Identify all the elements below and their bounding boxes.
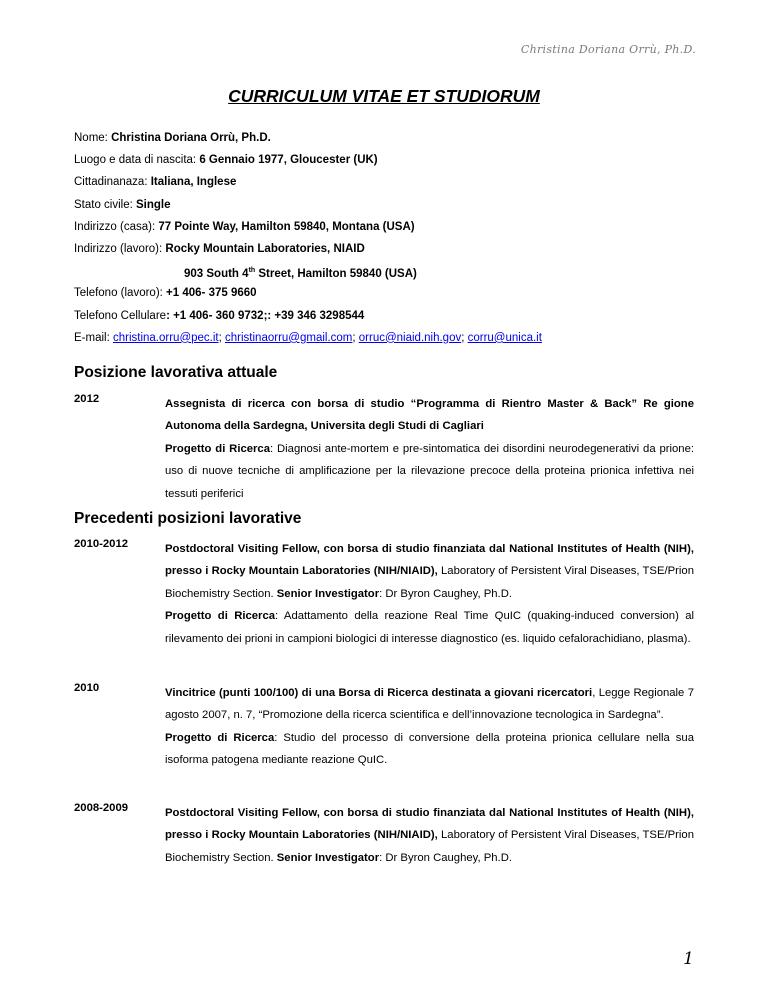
senior-investigator-value: : Dr Byron Caughey, Ph.D. [379, 587, 512, 600]
entry-description: , Legge Regionale 7 agosto 2007, n. 7, “Promozione della ricerca scientifica e dell’innovazione tecnologica in Sardegna”. [165, 687, 694, 722]
birth-label: Luogo e data di nascita: [74, 154, 200, 167]
entry-body [165, 682, 694, 772]
personal-info [74, 130, 542, 352]
senior-investigator-label: Senior Investigator [276, 851, 380, 864]
project-text: : Adattamento della reazione Real Time QuIC (quaking-induced conversion) al rilevamento dei prioni in campioni biologici di interesse diagnostico (es. liquido cefalorachidiano, plasma). [165, 610, 694, 645]
citizenship-row [74, 174, 542, 196]
page-number: 1 [683, 949, 694, 969]
work-phone-value: +1 406- 375 9660 [166, 287, 257, 300]
email-label: E-mail: [74, 331, 113, 344]
civil-status-value: Single [136, 198, 171, 211]
section-previous-positions: Precedenti posizioni lavorative [74, 510, 302, 527]
entry-title: Vincitrice (punti 100/100) di una Borsa di Ricerca destinata a giovani ricercatori [165, 687, 593, 699]
entry-year: 2010 [74, 682, 100, 694]
work-address-value: Rocky Mountain Laboratories, NIAID [165, 242, 365, 255]
email-link-gmail[interactable]: christinaorru@gmail.com [225, 331, 353, 344]
entry-body [165, 538, 694, 650]
entry-description: Laboratory of Persistent Viral Diseases, TSE/Prion Biochemistry Section. [165, 565, 695, 600]
birth-row [74, 152, 542, 174]
page-title: CURRICULUM VITAE ET STUDIORUM [228, 86, 540, 106]
email-row: E-mail: christina.orru@pec.it; christinaorru@gmail.com; orruc@niaid.nih.gov; corru@unica.it [74, 331, 542, 344]
entry-year: 2010-2012 [74, 538, 129, 550]
nome-label: Nome: [74, 132, 112, 144]
project-label: Progetto di Ricerca [165, 442, 271, 455]
project-label: Progetto di Ricerca [165, 731, 275, 744]
home-address-value: 77 Pointe Way, Hamilton 59840, Montana (USA) [158, 220, 415, 233]
citizenship-label: Cittadinanaza: [74, 176, 151, 189]
entry-year: 2008-2009 [74, 802, 129, 814]
work-address-city: Street, Hamilton 59840 (USA) [255, 267, 417, 280]
running-header: Christina Doriana Orrù, Ph.D. [520, 43, 696, 56]
email-link-pec[interactable]: christina.orru@pec.it [112, 331, 219, 344]
email-link-niaid[interactable]: orruc@niaid.nih.gov [358, 331, 462, 344]
work-address-label: Indirizzo (lavoro): [74, 242, 166, 255]
nome-row [74, 130, 542, 152]
mobile-phone-value: : +1 406- 360 9732;: +39 346 3298544 [166, 309, 365, 322]
work-address-street: 903 South 4 [184, 267, 249, 280]
entry-body [165, 802, 694, 869]
work-phone-row [74, 285, 542, 307]
civil-status-row [74, 197, 542, 219]
project-text: : Diagnosi ante-mortem e pre-sintomatica dei disordini neurodegenerativi da prione: uso di nuove tecniche di amplificazione per la rilevazione precoce della proteina prionica infettiva nei tessuti periferici [165, 442, 694, 500]
email-link-unica[interactable]: corru@unica.it [467, 331, 542, 344]
home-address-label: Indirizzo (casa): [74, 220, 159, 233]
birth-value: 6 Gennaio 1977, Gloucester (UK) [199, 154, 378, 167]
mobile-phone-label: Telefono Cellulare [74, 309, 167, 322]
ordinal-suffix: th [248, 267, 256, 275]
entry-title: Postdoctoral Visiting Fellow, con borsa di studio finanziata dal National Institutes of Health (NIH), presso i Rocky Mountain Laboratories (NIH/NIAID), [165, 807, 694, 842]
entry-body [165, 393, 694, 505]
civil-status-label: Stato civile: [74, 198, 136, 211]
work-address-line2 [74, 263, 542, 285]
senior-investigator-value: : Dr Byron Caughey, Ph.D. [379, 851, 512, 864]
entry-title: Assegnista di ricerca con borsa di studio “Programma di Rientro Master & Back” Re gione Autonoma della Sardegna, Universita degli Studi di Cagliari [165, 398, 694, 433]
entry-year: 2012 [74, 393, 100, 405]
work-phone-label: Telefono (lavoro): [74, 287, 167, 300]
section-current-position: Posizione lavorativa attuale [74, 364, 278, 381]
entry-title: Postdoctoral Visiting Fellow, con borsa di studio finanziata dal National Institutes of Health (NIH), presso i Rocky Mountain Laboratories (NIH/NIAID), [165, 543, 694, 578]
nome-value: Christina Doriana Orrù, Ph.D. [111, 132, 271, 144]
project-text: : Studio del processo di conversione della proteina prionica cellulare nella sua isoforma patogena mediante reazione QuIC. [165, 731, 694, 767]
work-address-row [74, 241, 542, 263]
citizenship-value: Italiana, Inglese [150, 176, 237, 189]
home-address-row [74, 219, 542, 241]
project-label: Progetto di Ricerca [165, 610, 276, 623]
mobile-phone-row [74, 308, 542, 330]
senior-investigator-label: Senior Investigator [276, 587, 380, 600]
entry-description: Laboratory of Persistent Viral Diseases, TSE/Prion Biochemistry Section. [165, 829, 695, 864]
